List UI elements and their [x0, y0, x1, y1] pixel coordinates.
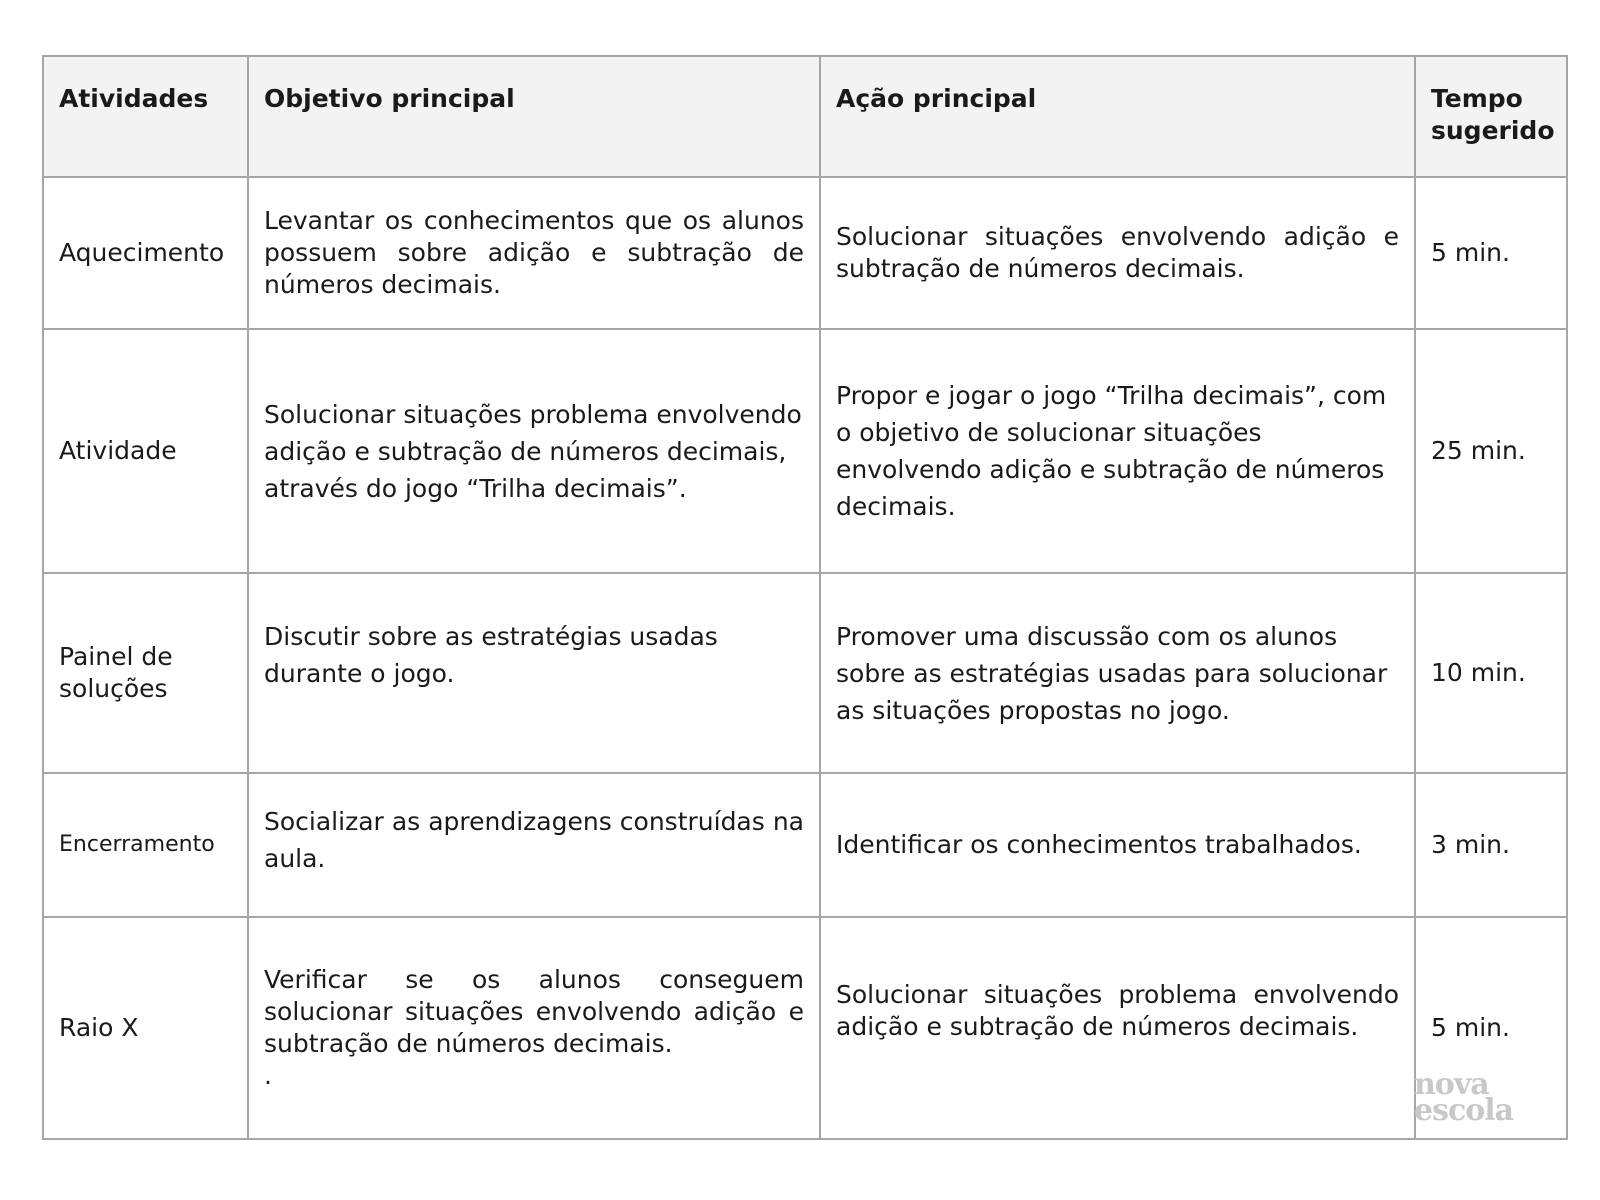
cell-acao-text: Solucionar situações problema envolvendo adição e subtração de números decimais. [836, 980, 1399, 1041]
cell-objetivo [248, 917, 820, 1139]
cell-acao: Propor e jogar o jogo “Trilha decimais”, com o objetivo de solucionar situações envolvendo adição e subtração de números decimais. [820, 329, 1415, 573]
cell-acao: Promover uma discussão com os alunos sobre as estratégias usadas para solucionar as situações propostas no jogo. [820, 573, 1415, 773]
header-acao: Ação principal [820, 56, 1415, 177]
cell-atividade: Atividade [43, 329, 248, 573]
cell-objetivo-text: Verificar se os alunos conseguem solucionar situações envolvendo adição e subtração de números decimais. [264, 965, 804, 1058]
table-row [43, 177, 1567, 329]
cell-objetivo-text: Socializar as aprendizagens construídas na aula. [264, 807, 804, 873]
cell-objetivo: Levantar os conhecimentos que os alunos possuem sobre adição e subtração de números decimais. [248, 177, 820, 329]
table-header-row [43, 56, 1567, 177]
table-row [43, 329, 1567, 573]
logo-line-1: nova [1414, 1067, 1489, 1102]
cell-tempo: 10 min. [1415, 573, 1567, 773]
cell-tempo: 5 min. [1415, 177, 1567, 329]
cell-atividade: Raio X [43, 917, 248, 1139]
lesson-plan-table [42, 55, 1568, 1140]
cell-tempo: 25 min. [1415, 329, 1567, 573]
cell-atividade: Aquecimento [43, 177, 248, 329]
cell-objetivo: Solucionar situações problema envolvendo adição e subtração de números decimais, através do jogo “Trilha decimais”. [248, 329, 820, 573]
cell-objetivo-extra: . [264, 1061, 272, 1090]
cell-objetivo [248, 773, 820, 917]
header-atividades: Atividades [43, 56, 248, 177]
cell-atividade: Encerramento [43, 773, 248, 917]
cell-tempo: 5 min. [1415, 917, 1567, 1139]
cell-tempo: 3 min. [1415, 773, 1567, 917]
cell-objetivo-text: Discutir sobre as estratégias usadas durante o jogo. [264, 622, 718, 688]
cell-acao: Identificar os conhecimentos trabalhados. [820, 773, 1415, 917]
cell-objetivo [248, 573, 820, 773]
logo-line-2: escola [1414, 1093, 1514, 1128]
cell-atividade: Painel de soluções [43, 573, 248, 773]
header-objetivo: Objetivo principal [248, 56, 820, 177]
cell-acao: Solucionar situações envolvendo adição e subtração de números decimais. [820, 177, 1415, 329]
table-row [43, 573, 1567, 773]
header-tempo: Tempo sugerido [1415, 56, 1567, 177]
table-row [43, 917, 1567, 1139]
cell-acao [820, 917, 1415, 1139]
table-row [43, 773, 1567, 917]
nova-escola-logo [1414, 1067, 1532, 1128]
